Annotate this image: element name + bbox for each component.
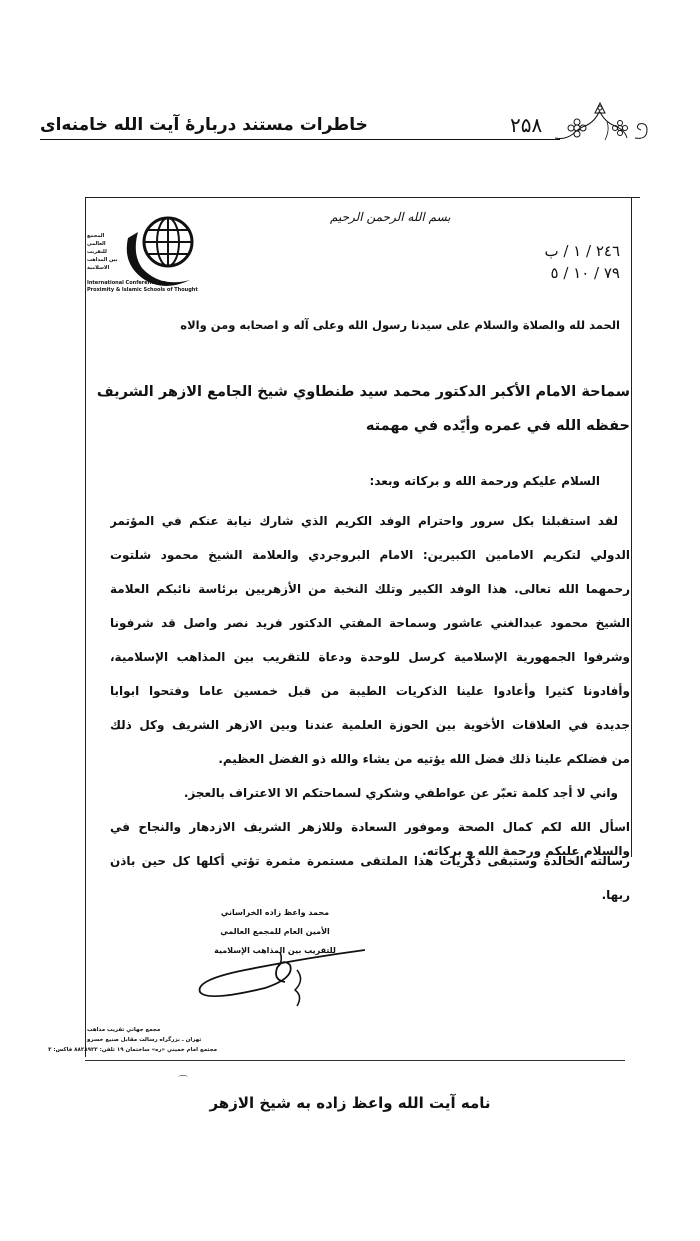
body-line: الدولي لتكريم الامامين الكبيرين: الامام البروجردي والعلامة الشيخ محمود شلتوت	[110, 548, 630, 562]
footer-address-line: تهران ـ بزرگراه رسالت مقابل صنيع خسرو	[87, 1037, 202, 1043]
footer-address-line: مجمع جهاني تقريب مذاهب	[87, 1027, 161, 1033]
letterhead-line: International Conference on	[87, 280, 167, 286]
header-rule	[40, 139, 560, 140]
scan-artifact: ⌒	[178, 1076, 188, 1087]
body-line: اسأل الله لكم كمال الصحة وموفور السعادة وللازهر الشريف الازدهار والنجاح في	[110, 820, 630, 834]
letterhead-line: بين المذاهب	[87, 257, 118, 263]
letter-frame-bottom	[85, 1060, 625, 1061]
greeting: السلام عليكم ورحمة الله و بركاته وبعد:	[369, 474, 600, 488]
letterhead-line: للتقريب	[87, 249, 107, 255]
body-line: وشرفوا الجمهورية الإسلامية كرسل للوحدة ودعاة للتقريب بين المذاهب الإسلامية،	[110, 650, 630, 664]
body-line: ربها.	[601, 888, 630, 902]
letterhead-english-text	[87, 280, 198, 294]
floral-ornament-icon	[555, 100, 655, 145]
body-line: رسالته الخالدة وستبقى ذكريات هذا الملتقى مستمرة مثمرة تؤتي أكلها كل حين باذن	[110, 854, 630, 868]
reference-block	[515, 240, 620, 284]
basmala: بسم الله الرحمن الرحيم	[330, 210, 451, 224]
page-header	[0, 95, 700, 145]
book-title: خاطرات مستند دربارهٔ آیت الله خامنه‌ای	[40, 115, 368, 135]
addressee	[96, 375, 630, 443]
body-line: الشيخ محمود عبدالغني عاشور وسماحة المفتي الدكتور فريد نصر واصل قد شرفونا	[110, 616, 630, 630]
body-line: جديدة في العلاقات الأخوية بين الحوزة العلمية عندنا وبين الازهر الشريف وكل ذلك	[110, 718, 630, 732]
body-line: وأفادونا كثيرا وأعادوا علينا الذكريات الطيبة من قبل خمسين عاما وفتحوا ابوابا	[110, 684, 630, 698]
body-line: واني لا أجد كلمة تعبّر عن عواطفي وشكري لسماحتكم الا الاعتراف بالعجز.	[183, 786, 618, 800]
signatory-name: محمد واعظ زاده الخراساني	[220, 908, 330, 917]
letterhead-line: المجمع	[87, 233, 105, 239]
letterhead-line: Proximity & Islamic Schools of Thought	[87, 287, 198, 293]
letterhead-arabic-text	[87, 232, 127, 272]
letterhead-line: العالمي	[87, 241, 106, 247]
handwritten-signature	[185, 930, 365, 1010]
letterhead-footer-address	[48, 1025, 217, 1055]
addressee-line: سماحة الامام الأكبر الدكتور محمد سيد طنطاوي شيخ الجامع الازهر الشريف	[96, 384, 630, 400]
globe-logo-icon	[120, 210, 200, 290]
reference-date: ٧٩ / ١٠ / ٥	[550, 264, 620, 282]
figure-caption: نامه آیت الله واعظ زاده به شیخ الازهر	[209, 1094, 491, 1112]
body-line: من فضلكم علينا ذلك فضل الله يؤتيه من يشاء والله ذو الفضل العظيم.	[218, 752, 630, 766]
letterhead-line: الاسلامية	[87, 265, 110, 271]
letter-frame-right	[631, 197, 632, 857]
doxology: الحمد لله والصلاة والسلام على سيدنا رسول الله وعلى آله و اصحابه ومن والاه	[180, 318, 620, 332]
body-line: رحمهما الله تعالى. هذا الوفد الكبير وتلك النخبة من الأزهريين برئاسة نائبكم العلامة	[110, 582, 630, 596]
body-line: لقد استقبلنا بكل سرور واحترام الوفد الكريم الذي شارك نيابة عنكم في المؤتمر	[110, 514, 618, 528]
letter-frame-left	[85, 197, 86, 1057]
closing: والسلام عليكم ورحمة الله و بركاته.	[422, 844, 630, 858]
letter-frame-top	[85, 197, 640, 198]
footer-address-line: مجتمع امام خميني «ره» ساختمان ١٩ تلفن: ٨٨٢٨٩٢٣ فاكس: ٣	[48, 1047, 217, 1053]
page-number: ۲۵۸	[510, 113, 543, 137]
signatory-title: الأمين العام للمجمع العالمي	[220, 927, 330, 936]
signatory-organization: للتقريب بين المذاهب الإسلامية	[214, 946, 336, 955]
addressee-line: حفظه الله في عمره وأيّده في مهمته	[365, 418, 630, 434]
reference-number: ٢٤٦ / ١ / ب	[544, 242, 620, 260]
